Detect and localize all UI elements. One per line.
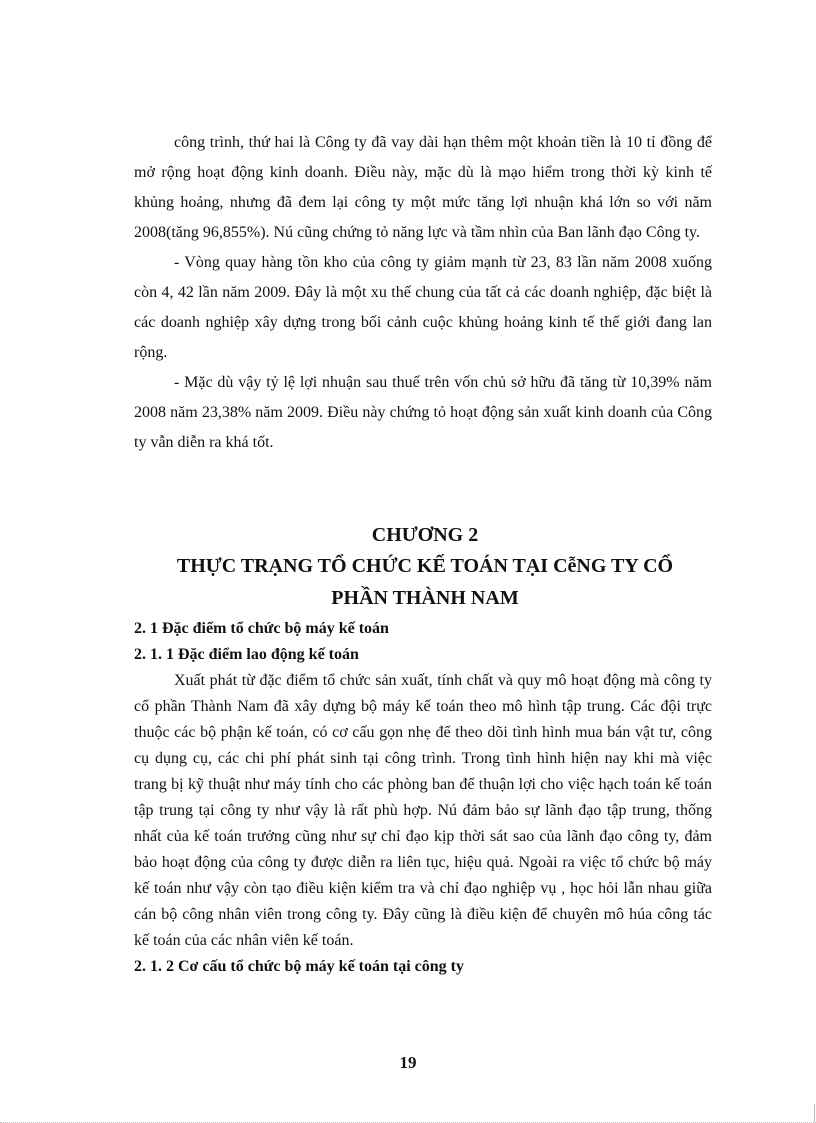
paragraph-company-loan: công trình, thứ hai là Công ty đã vay dài hạn thêm một khoản tiền là 10 tỉ đồng để mở rộng hoạt động kinh doanh. Điều này, mặc dù là mạo hiểm trong thời kỳ kinh tế khủng hoảng, nhưng đã đem lại công ty một mức tăng lợi nhuận khá lớn so với năm 2008(tăng 96,855%). Nú cũng chứng tỏ năng lực và tầm nhìn của Ban lãnh đạo Công ty. [134,134,712,241]
chapter-title-line-2: PHẦN THÀNH NAM [331,587,519,609]
section-heading-2-1: 2. 1 Đặc điểm tổ chức bộ máy kế toán [134,620,389,637]
section-heading-2-1-1: 2. 1. 1 Đặc điểm lao động kế toán [134,646,359,663]
chapter-title-line-1: THỰC TRẠNG TỔ CHỨC KẾ TOÁN TẠI CễNG TY CỔ [176,555,674,577]
page-number: 19 [399,1053,417,1072]
chapter-heading [120,520,730,614]
chapter-number: CHƯƠNG 2 [371,524,479,546]
paragraph-accounting-labor: Xuất phát từ đặc điểm tổ chức sản xuất, tính chất và quy mô hoạt động mà công ty cổ phần Thành Nam đã xây dựng bộ máy kế toán theo mô hình tập trung. Các đội trực thuộc các bộ phận kế toán, có cơ cấu gọn nhẹ để theo dõi tình hình mua bán vật tư, công cụ dụng cụ, các chi phí phát sinh tại công trình. Trong tình hình hiện nay khi mà việc trang bị kỹ thuật như máy tính cho các phòng ban để thuận lợi cho việc hạch toán kế toán tập trung tại công ty như vậy là rất phù hợp. Nú đảm bảo sự lãnh đạo tập trung, thống nhất của kế toán trưởng cũng như sự chỉ đạo kịp thời sát sao của lãnh đạo công ty, đảm bảo hoạt động của công ty được diễn ra liên tục, hiệu quả. Ngoài ra việc tổ chức bộ máy kế toán như vậy còn tạo điều kiện kiểm tra và chỉ đạo nghiệp vụ , học hỏi lẫn nhau giữa cán bộ công nhân viên trong công ty. Đây cũng là điều kiện để chuyên mô húa công tác kế toán của các nhân viên kế toán. [134,672,712,949]
section-heading-2-1-2: 2. 1. 2 Cơ cấu tổ chức bộ máy kế toán tại công ty [134,958,464,975]
section-block [134,616,712,980]
paragraph-profit-ratio: - Mặc dù vậy tỷ lệ lợi nhuận sau thuế trên vốn chủ sở hữu đã tăng từ 10,39% năm 2008 năm 23,38% năm 2009. Điều này chứng tỏ hoạt động sản xuất kinh doanh của Công ty vẫn diễn ra khá tốt. [134,374,712,451]
intro-text-block [134,128,712,458]
page-edge-mark [814,1104,815,1122]
paragraph-inventory-turnover: - Vòng quay hàng tồn kho của công ty giảm mạnh từ 23, 83 lần năm 2008 xuống còn 4, 42 lần năm 2009. Đây là một xu thế chung của tất cả các doanh nghiệp, đặc biệt là các doanh nghiệp xây dựng trong bối cảnh cuộc khủng hoảng kinh tế thế giới đang lan rộng. [134,254,712,361]
